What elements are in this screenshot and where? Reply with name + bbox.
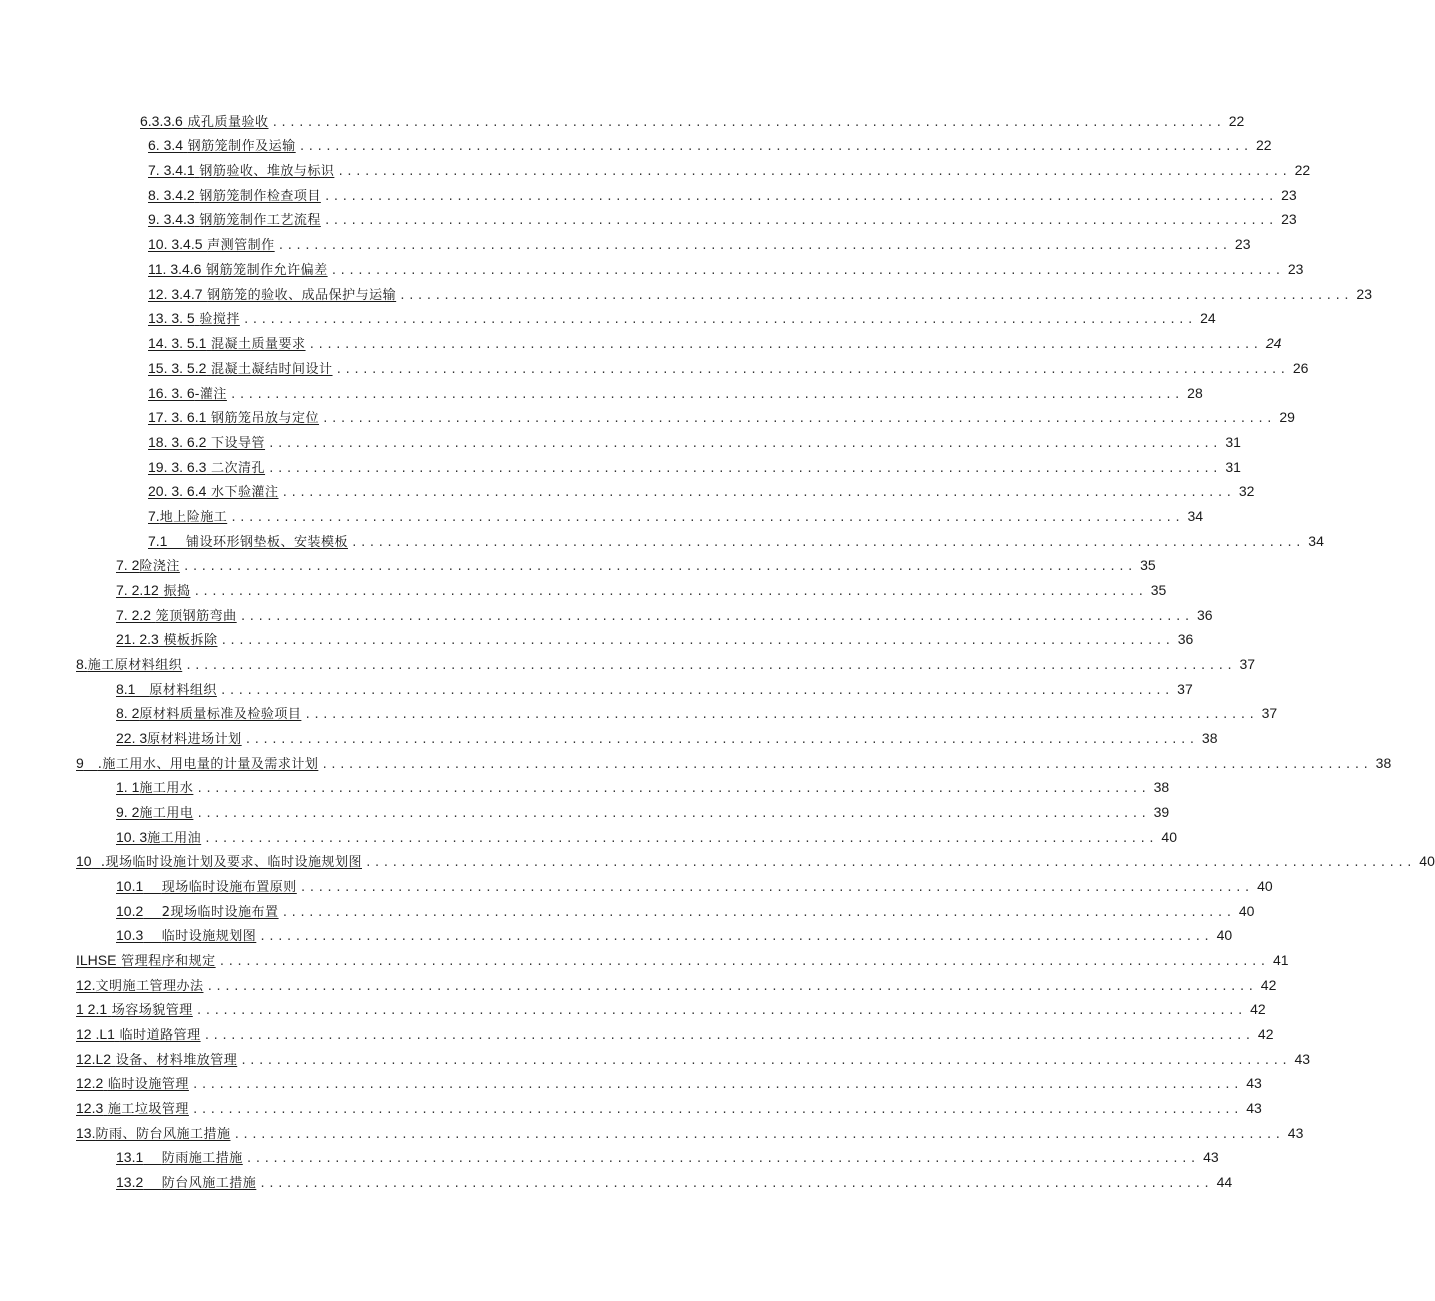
toc-entry[interactable] [76, 975, 1277, 995]
toc-entry-label [76, 999, 193, 1021]
toc-entry-title: 钢筋笼吊放与定位 [211, 411, 320, 426]
toc-entry-title: 施工垃圾管理 [107, 1102, 189, 1117]
toc-entry-label [148, 259, 328, 281]
toc-entry-label [116, 925, 256, 947]
toc-entry-page: 28 [1187, 385, 1203, 401]
dot-leader: ............................................................................................................ [351, 536, 1304, 549]
toc-entry-page: 22 [1294, 162, 1311, 178]
toc-entry[interactable] [148, 457, 1241, 477]
toc-entry-label [116, 777, 193, 799]
toc-entry-number: 9. 3.4.3 [148, 211, 195, 227]
toc-entry-number: 7. 2 [116, 557, 140, 573]
toc-entry-label [116, 555, 180, 577]
toc-entry-title: 下设导管 [211, 436, 266, 451]
toc-entry[interactable] [76, 1123, 1304, 1143]
toc-entry-label [76, 1098, 189, 1120]
dot-leader: ............................................................................................................ [196, 807, 1150, 820]
toc-entry-page: 36 [1196, 607, 1213, 623]
toc-entry-page: 35 [1150, 582, 1167, 598]
dot-leader: ............................................................................................................ [337, 165, 1291, 178]
toc-entry-title: 钢筋笼制作工艺流程 [199, 213, 321, 228]
dot-leader: ............................................................................................................ [271, 116, 1225, 129]
toc-entry[interactable] [116, 901, 1255, 921]
toc-entry-title: 钢筋验收、堆放与标识 [199, 164, 335, 179]
toc-entry-label [76, 753, 318, 775]
toc-entry[interactable] [116, 629, 1194, 649]
toc-entry-page: 38 [1153, 779, 1170, 795]
toc-entry[interactable] [116, 876, 1273, 896]
toc-entry[interactable] [116, 802, 1170, 822]
toc-entry-number: 6.3.3.6 [140, 113, 183, 129]
toc-entry[interactable] [76, 1049, 1311, 1069]
toc-entry[interactable] [148, 407, 1295, 427]
toc-entry-label [116, 580, 190, 602]
toc-entry-number: 22. 3 [116, 730, 148, 746]
toc-entry-label [148, 481, 279, 503]
toc-entry-page: 40 [1238, 903, 1255, 919]
toc-entry-title: 场容场貌管理 [111, 1003, 193, 1018]
toc-entry[interactable] [116, 777, 1170, 797]
toc-entry-number: 20. 3. 6.4 [148, 483, 207, 499]
toc-entry-page: 38 [1201, 730, 1218, 746]
toc-entry-title: .现场临时设施计划及要求、临时设施规划图 [100, 855, 362, 870]
toc-entry-title: 施工用电 [139, 806, 194, 821]
dot-leader: ............................................................................................................ [298, 140, 1252, 153]
toc-entry-number: 7. 2.2 [116, 607, 152, 623]
toc-entry-label [148, 407, 319, 429]
toc-entry-label [148, 358, 333, 380]
toc-entry-label [76, 1024, 201, 1046]
toc-entry-number: 10 [76, 853, 92, 869]
toc-entry-title: 铺设环形钢垫板、安装模板 [186, 535, 349, 550]
toc-entry-page: 37 [1261, 705, 1278, 721]
toc-entry-title: 振捣 [163, 584, 191, 599]
toc-entry[interactable] [76, 1073, 1262, 1093]
toc-entry-label [116, 703, 301, 725]
toc-entry-label [116, 605, 237, 627]
toc-entry-number: 7. [148, 508, 160, 524]
toc-entry-label [148, 185, 321, 207]
toc-entry-page: 43 [1294, 1051, 1311, 1067]
toc-entry-label [76, 1049, 237, 1071]
toc-entry-label [116, 802, 193, 824]
toc-entry-label [76, 1123, 230, 1145]
toc-entry[interactable] [148, 383, 1203, 403]
toc-entry-number: 13.1 [116, 1149, 144, 1165]
toc-entry[interactable] [148, 259, 1304, 279]
toc-entry-number: 8. 2 [116, 705, 140, 721]
dot-leader: ............................................................................................................ [281, 486, 1235, 499]
toc-entry-title: 钢筋笼制作及运输 [187, 139, 296, 154]
toc-entry-number: 1. 1 [116, 779, 140, 795]
dot-leader: ....................................................................................................................... [218, 955, 1269, 968]
toc-entry-page: 42 [1260, 977, 1277, 993]
toc-entry-title: 临时设施管理 [107, 1077, 189, 1092]
dot-leader: ............................................................................................................ [268, 437, 1221, 450]
toc-entry-number: 9 [76, 755, 84, 771]
toc-entry-page: 23 [1281, 211, 1297, 227]
toc-entry-label [76, 851, 362, 873]
toc-entry[interactable] [116, 728, 1218, 748]
dot-leader: ............................................................................................................ [304, 708, 1258, 721]
toc-entry[interactable] [76, 1024, 1274, 1044]
toc-entry-title: 施工用油 [147, 831, 202, 846]
dot-leader: ....................................................................................................................... [233, 1128, 1284, 1141]
toc-entry-label [148, 383, 227, 405]
toc-entry-page: 43 [1203, 1149, 1219, 1165]
dot-leader: ....................................................................................................................... [191, 1078, 1242, 1091]
toc-entry[interactable] [76, 999, 1266, 1019]
dot-leader: ............................................................................................................ [281, 906, 1235, 919]
toc-entry[interactable] [148, 284, 1372, 304]
toc-entry-label [148, 160, 334, 182]
toc-entry[interactable] [76, 851, 1435, 871]
toc-entry-number: 10.3 [116, 927, 144, 943]
toc-entry-number: 12.2 [76, 1075, 104, 1091]
toc-entry[interactable] [116, 580, 1167, 600]
toc-entry-page: 40 [1257, 878, 1273, 894]
toc-entry-page: 42 [1250, 1001, 1266, 1017]
toc-entry-page: 40 [1161, 829, 1177, 845]
toc-entry-page: 23 [1356, 286, 1372, 302]
toc-entry-title: 水下验灌注 [211, 485, 279, 500]
toc-entry-number: 19. 3. 6.3 [148, 459, 207, 475]
toc-entry-page: 40 [1216, 927, 1233, 943]
dot-leader: ....................................................................................................................... [195, 1004, 1246, 1017]
toc-entry-page: 22 [1255, 137, 1272, 153]
toc-entry[interactable] [116, 925, 1233, 945]
toc-entry-number: 12.L2 [76, 1051, 112, 1067]
dot-leader: ....................................................................................................................... [240, 1054, 1291, 1067]
toc-entry-label [76, 975, 203, 997]
toc-entry-title: 临时道路管理 [119, 1028, 201, 1043]
dot-leader: ............................................................................................................ [242, 313, 1196, 326]
toc-entry[interactable] [148, 531, 1324, 551]
toc-entry-page: 39 [1153, 804, 1170, 820]
dot-leader: ............................................................................................................ [399, 289, 1352, 302]
toc-entry-page: 40 [1419, 853, 1435, 869]
toc-entry-number: 12.3 [76, 1100, 104, 1116]
toc-entry[interactable] [76, 654, 1256, 674]
toc-entry-page: 23 [1281, 187, 1297, 203]
toc-entry-number: 1 2.1 [76, 1001, 108, 1017]
toc-entry-title: 成孔质量验收 [187, 115, 269, 130]
toc-entry-label [116, 679, 217, 701]
toc-entry-label [148, 209, 321, 231]
toc-entry-title: 防台风施工措施 [161, 1176, 257, 1191]
toc-entry-page: 43 [1246, 1100, 1262, 1116]
toc-entry-label [116, 728, 242, 750]
dot-leader: ............................................................................................................ [239, 610, 1193, 623]
toc-entry[interactable] [116, 679, 1193, 699]
toc-entry[interactable] [116, 827, 1177, 847]
toc-entry-number: 6. 3.4 [148, 137, 184, 153]
dot-leader: ............................................................................................................ [308, 338, 1262, 351]
toc-entry-number: 7.1 [148, 533, 168, 549]
toc-entry-title: 现场临时设施布置原则 [161, 880, 297, 895]
dot-leader: ............................................................................................................ [299, 881, 1253, 894]
dot-leader: ....................................................................................................................... [191, 1103, 1242, 1116]
toc-entry-page: 31 [1225, 459, 1241, 475]
toc-entry-number: 21. 2.3 [116, 631, 159, 647]
toc-entry-label [148, 531, 348, 553]
toc-entry-label [148, 457, 265, 479]
toc-entry-page: 44 [1216, 1174, 1233, 1190]
toc-entry-title: 地上险施工 [159, 510, 228, 525]
toc-entry-page: 41 [1272, 952, 1289, 968]
toc-entry-title: -灌注 [194, 387, 227, 402]
toc-entry-title: 原材料组织 [149, 683, 217, 698]
toc-entry-number: 13. [76, 1125, 96, 1141]
toc-entry[interactable] [148, 209, 1297, 229]
dot-leader: ............................................................................................................ [335, 363, 1289, 376]
toc-entry-title: 混凝土凝结时间设计 [211, 362, 333, 377]
toc-entry-number: 11. 3.4.6 [148, 261, 202, 277]
dot-leader: ............................................................................................................ [259, 1177, 1213, 1190]
toc-entry-label [76, 654, 182, 676]
toc-entry-number: 15. 3. 5.2 [148, 360, 207, 376]
toc-entry-number: 17. 3. 6.1 [148, 409, 207, 425]
toc-entry-page: 31 [1225, 434, 1241, 450]
toc-entry-page: 29 [1279, 409, 1295, 425]
toc-entry-page: 22 [1228, 113, 1245, 129]
toc-entry-page: 24 [1265, 335, 1282, 351]
toc-entry-label [116, 629, 217, 651]
toc-entry[interactable] [148, 135, 1272, 155]
toc-entry-title: 施工原材料组织 [87, 658, 183, 673]
toc-entry-title: 临时设施规划图 [161, 929, 257, 944]
toc-entry-label [148, 135, 296, 157]
toc-entry-page: 38 [1375, 755, 1392, 771]
toc-entry-title: 2现场临时设施布置 [161, 905, 279, 920]
dot-leader: ............................................................................................................ [277, 239, 1231, 252]
dot-leader: ............................................................................................................ [193, 585, 1147, 598]
toc-entry-title: 验搅拌 [199, 312, 240, 327]
toc-entry-label [148, 308, 240, 330]
toc-entry[interactable] [116, 703, 1278, 723]
toc-entry-label [76, 1073, 189, 1095]
toc-entry[interactable] [116, 605, 1213, 625]
toc-entry-number: 7. 3.4.1 [148, 162, 195, 178]
toc-entry-number: 18. 3. 6.2 [148, 434, 207, 450]
toc-entry-label [148, 506, 227, 528]
toc-entry-label [148, 432, 265, 454]
toc-entry[interactable] [148, 185, 1297, 205]
toc-entry[interactable] [116, 1172, 1233, 1192]
toc-entry-page: 43 [1287, 1125, 1304, 1141]
toc-entry-page: 35 [1140, 557, 1156, 573]
toc-entry-number: 10.1 [116, 878, 144, 894]
toc-entry-number: 13.2 [116, 1174, 144, 1190]
toc-entry[interactable] [76, 1098, 1262, 1118]
toc-entry-number: 16. 3. 6 [148, 385, 195, 401]
dot-leader: ....................................................................................................................... [321, 758, 1372, 771]
toc-entry-number: 10.2 [116, 903, 144, 919]
toc-entry-label [140, 111, 268, 133]
toc-entry-number: 7. 2.12 [116, 582, 159, 598]
toc-entry-label [76, 950, 216, 972]
toc-entry[interactable] [148, 160, 1311, 180]
toc-entry[interactable] [76, 753, 1392, 773]
toc-entry-page: 43 [1246, 1075, 1262, 1091]
toc-entry-page: 23 [1234, 236, 1251, 252]
toc-entry[interactable] [148, 481, 1255, 501]
toc-entry-title: 混凝土质量要求 [211, 337, 306, 352]
toc-entry-number: 14. 3. 5.1 [148, 335, 207, 351]
dot-leader: ....................................................................................................................... [364, 856, 1415, 869]
toc-entry-label [116, 901, 279, 923]
toc-entry-title: 原材料进场计划 [147, 732, 242, 747]
toc-entry-label [116, 1147, 243, 1169]
toc-entry-number: 10. 3 [116, 829, 148, 845]
toc-entry-page: 34 [1187, 508, 1204, 524]
dot-leader: ............................................................................................................ [196, 782, 1150, 795]
toc-entry-number: 12. [76, 977, 96, 993]
dot-leader: ............................................................................................................ [268, 462, 1221, 475]
dot-leader: ............................................................................................................ [259, 930, 1213, 943]
toc-entry[interactable] [140, 111, 1245, 131]
dot-leader: ............................................................................................................ [220, 634, 1174, 647]
dot-leader: ............................................................................................................ [219, 684, 1173, 697]
toc-entry-title: 模板拆除 [163, 633, 218, 648]
toc-entry[interactable] [116, 1147, 1219, 1167]
toc-entry-number: ILHSE [76, 952, 117, 968]
toc-entry-label [116, 1172, 256, 1194]
toc-entry-label [148, 333, 306, 355]
toc-entry[interactable] [148, 308, 1216, 328]
toc-entry[interactable] [148, 333, 1282, 353]
toc-entry-title: 钢筋笼制作允许偏差 [206, 263, 328, 278]
toc-entry-number: 8. [76, 656, 88, 672]
dot-leader: ....................................................................................................................... [206, 980, 1257, 993]
dot-leader: ............................................................................................................ [323, 214, 1277, 227]
toc-entry-number: 12. 3.4.7 [148, 286, 203, 302]
toc-entry[interactable] [148, 432, 1241, 452]
dot-leader: ....................................................................................................................... [185, 659, 1236, 672]
toc-entry-title: .施工用水、用电量的计量及需求计划 [97, 757, 319, 772]
dot-leader: ............................................................................................................ [244, 733, 1198, 746]
toc-entry-title: 文明施工管理办法 [95, 979, 204, 994]
toc-entry-label [116, 876, 297, 898]
dot-leader: ............................................................................................................ [182, 560, 1136, 573]
toc-entry-page: 37 [1239, 656, 1256, 672]
toc-entry-label [148, 284, 396, 306]
toc-entry-title: 二次清孔 [211, 461, 266, 476]
toc-entry[interactable] [148, 234, 1251, 254]
toc-entry-title: 险浇注 [139, 559, 180, 574]
toc-entry-label [148, 234, 275, 256]
toc-entry-title: 钢筋笼的验收、成品保护与运输 [207, 288, 397, 303]
toc-entry-title: 钢筋笼制作检查项目 [199, 189, 321, 204]
toc-entry-number: 9. 2 [116, 804, 140, 820]
dot-leader: ............................................................................................................ [230, 511, 1184, 524]
toc-entry-title: 防雨、防台风施工措施 [95, 1127, 231, 1142]
dot-leader: ............................................................................................................ [229, 388, 1183, 401]
toc-entry-title: 管理程序和规定 [121, 954, 216, 969]
dot-leader: ............................................................................................................ [323, 190, 1277, 203]
toc-entry-page: 23 [1287, 261, 1304, 277]
toc-entry-page: 26 [1292, 360, 1309, 376]
toc-entry-label [116, 827, 201, 849]
toc-entry-page: 37 [1177, 681, 1193, 697]
toc-entry-title: 原材料质量标准及检验项目 [139, 707, 302, 722]
toc-entry[interactable] [148, 506, 1204, 526]
toc-entry-title: 设备、材料堆放管理 [115, 1053, 238, 1068]
toc-entry-page: 32 [1238, 483, 1255, 499]
toc-entry-title: 声测管制作 [207, 238, 275, 253]
toc-entry-number: 10. 3.4.5 [148, 236, 203, 252]
toc-entry-title: 笼顶钢筋弯曲 [155, 609, 237, 624]
toc-entry-number: 8.1 [116, 681, 136, 697]
toc-entry-title: 施工用水 [139, 781, 194, 796]
toc-entry-page: 34 [1308, 533, 1324, 549]
toc-entry-page: 42 [1257, 1026, 1274, 1042]
dot-leader: ............................................................................................................ [322, 412, 1275, 425]
toc-entry-number: 13. 3. 5 [148, 310, 195, 326]
toc-entry-page: 36 [1177, 631, 1194, 647]
dot-leader: ............................................................................................................ [204, 832, 1157, 845]
toc-entry[interactable] [116, 555, 1156, 575]
toc-entry-title: 防雨施工措施 [161, 1151, 243, 1166]
toc-entry[interactable] [76, 950, 1289, 970]
dot-leader: ............................................................................................................ [245, 1152, 1199, 1165]
dot-leader: ............................................................................................................ [330, 264, 1284, 277]
toc-entry-number: 12 .L1 [76, 1026, 115, 1042]
toc-entry[interactable] [148, 358, 1309, 378]
dot-leader: ....................................................................................................................... [203, 1029, 1254, 1042]
toc-entry-page: 24 [1200, 310, 1216, 326]
toc-entry-number: 8. 3.4.2 [148, 187, 195, 203]
